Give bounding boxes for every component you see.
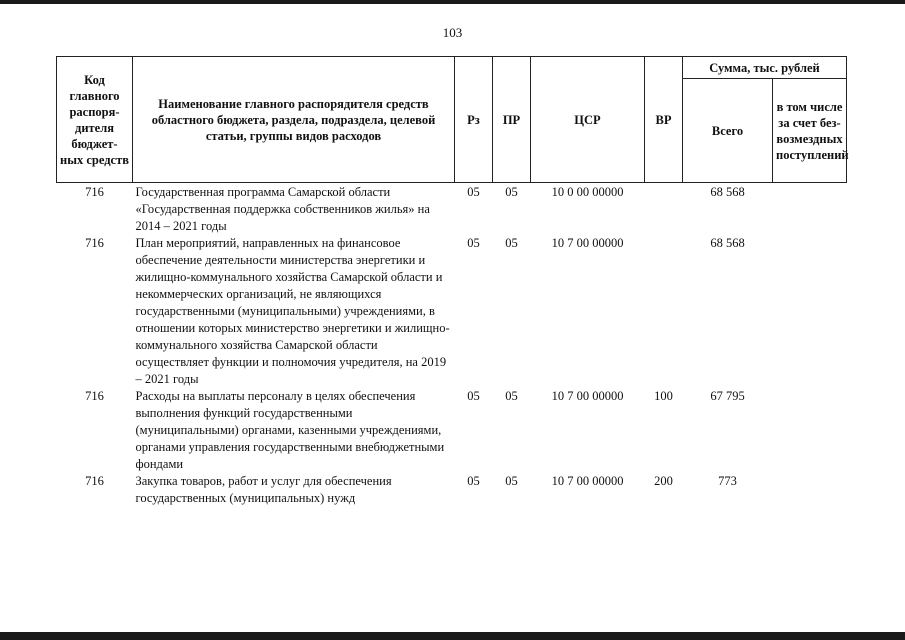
cell-rz: 05 bbox=[467, 185, 480, 199]
cell-rz: 05 bbox=[467, 474, 480, 488]
table-row bbox=[57, 235, 847, 388]
header-gratuitous: в том числе за счет без-возмездных поступлений bbox=[773, 79, 847, 183]
cell-pr: 05 bbox=[505, 236, 518, 250]
cell-code: 716 bbox=[85, 236, 104, 250]
cell-csr: 10 7 00 00000 bbox=[551, 236, 624, 250]
table-row bbox=[57, 388, 847, 473]
cell-name: Государственная программа Самарской области «Государственная поддержка собственников жилья» на 2014 – 2021 годы bbox=[135, 185, 430, 233]
cell-name: Расходы на выплаты персоналу в целях обеспечения выполнения функций государственными (муниципальными) органами, казенными учреждениями, органами управления государственными внебюджетными фондами bbox=[135, 389, 445, 471]
cell-gratuitous bbox=[773, 473, 847, 507]
header-rz: Рз bbox=[455, 57, 493, 183]
header-pr: ПР bbox=[493, 57, 531, 183]
header-vr: ВР bbox=[645, 57, 683, 183]
header-name: Наименование главного распорядителя средств областного бюджета, раздела, подраздела, целевой статьи, группы видов расходов bbox=[133, 57, 455, 183]
cell-total: 67 795 bbox=[710, 389, 745, 403]
cell-total: 773 bbox=[718, 474, 737, 488]
cell-code: 716 bbox=[85, 389, 104, 403]
cell-code: 716 bbox=[85, 474, 104, 488]
cell-total: 68 568 bbox=[710, 185, 745, 199]
cell-name: Закупка товаров, работ и услуг для обеспечения государственных (муниципальных) нужд bbox=[135, 474, 392, 505]
header-total: Всего bbox=[683, 79, 773, 183]
cell-vr bbox=[645, 235, 683, 388]
page-number: 103 bbox=[442, 25, 463, 40]
cell-gratuitous bbox=[773, 388, 847, 473]
cell-gratuitous bbox=[773, 235, 847, 388]
table-row bbox=[57, 183, 847, 236]
cell-code: 716 bbox=[85, 185, 104, 199]
scan-edge-bottom bbox=[0, 632, 905, 640]
cell-name: План мероприятий, направленных на финансовое обеспечение деятельности министерства энергетики и жилищно-коммунального хозяйства Самарской области и некоммерческих организаций, не являющихся государственными (муниципальными) учреждениями, в отношении которых министерство энергетики и жилищно-коммунального хозяйства Самарской области осуществляет функции и полномочия учредителя, на 2019 – 2021 годы bbox=[135, 236, 450, 386]
cell-rz: 05 bbox=[467, 236, 480, 250]
scan-edge-top bbox=[0, 0, 905, 4]
cell-gratuitous bbox=[773, 183, 847, 236]
cell-csr: 10 7 00 00000 bbox=[551, 389, 624, 403]
header-code: Код главного распоря-дителя бюджет-ных средств bbox=[57, 57, 133, 183]
table-header bbox=[57, 57, 847, 183]
cell-vr bbox=[645, 183, 683, 236]
cell-rz: 05 bbox=[467, 389, 480, 403]
cell-pr: 05 bbox=[505, 474, 518, 488]
header-csr: ЦСР bbox=[531, 57, 645, 183]
cell-vr: 100 bbox=[654, 389, 673, 403]
table-body bbox=[57, 183, 847, 508]
cell-vr: 200 bbox=[654, 474, 673, 488]
cell-pr: 05 bbox=[505, 389, 518, 403]
header-sum-group: Сумма, тыс. рублей bbox=[683, 57, 847, 79]
table-row bbox=[57, 473, 847, 507]
cell-csr: 10 7 00 00000 bbox=[551, 474, 624, 488]
cell-csr: 10 0 00 00000 bbox=[551, 185, 624, 199]
budget-table bbox=[56, 56, 847, 507]
cell-pr: 05 bbox=[505, 185, 518, 199]
cell-total: 68 568 bbox=[710, 236, 745, 250]
